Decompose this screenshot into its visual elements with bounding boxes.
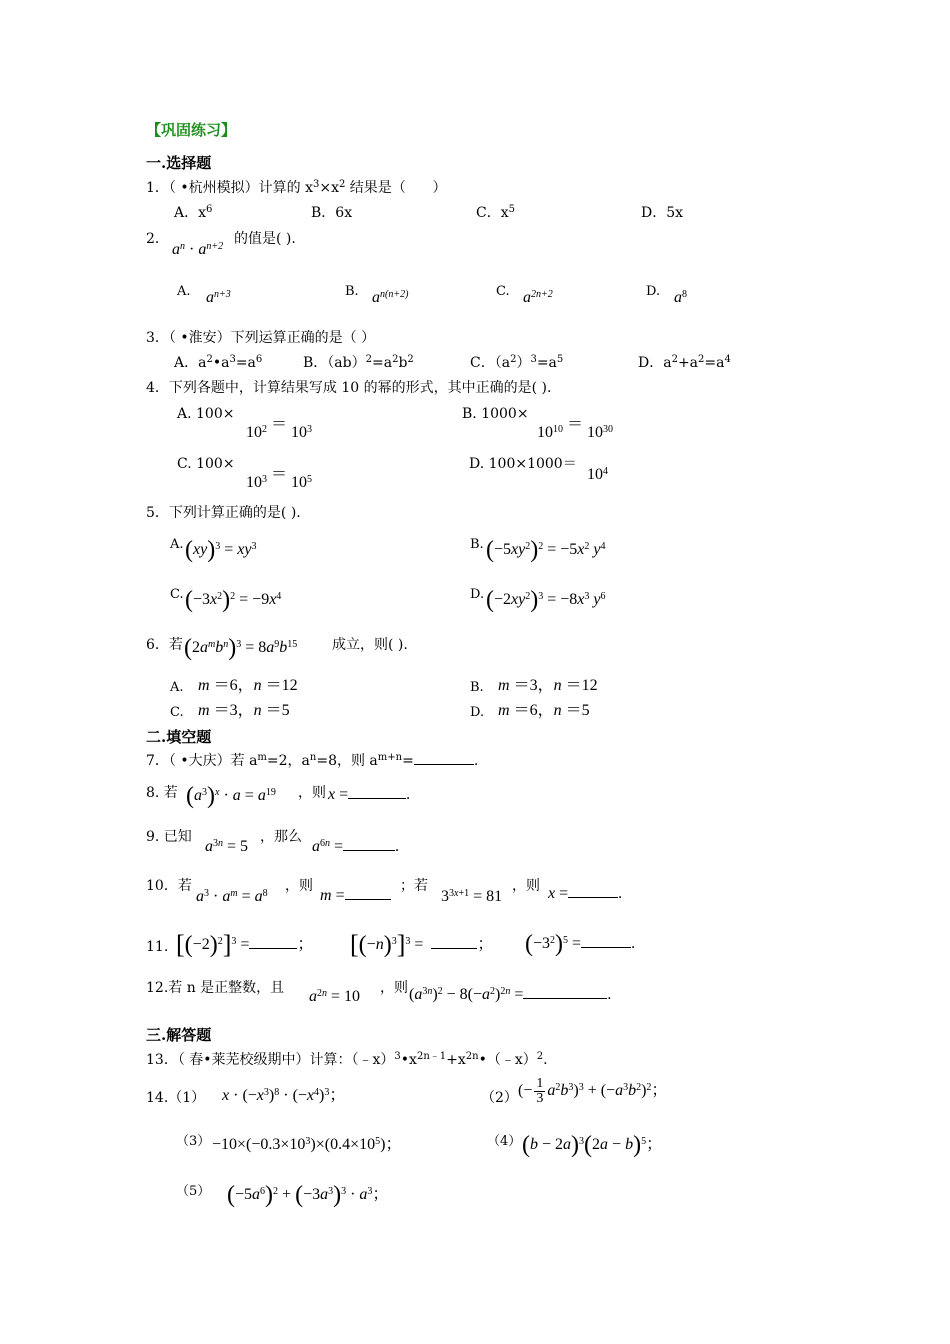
q12-pre: 12.若 n 是正整数，且 xyxy=(146,980,285,996)
q6-option-a-label: A. xyxy=(170,680,184,695)
q5-option-d: $(-2xy^2)^3 = -8x^3$ $y^6$ xyxy=(486,587,606,613)
q2-option-d-label: D. xyxy=(646,284,661,299)
q10-mid3: ，则 xyxy=(512,878,540,894)
q5-option-a-label: A. xyxy=(170,537,184,552)
q8-mid: ，则 xyxy=(298,785,326,801)
q11-expression-2: $[(-n)^3]^3$ = ； xyxy=(350,930,494,959)
q1-stem: 1．（ •杭州模拟）计算的 $x^3\times x^2$ 结果是（ ） xyxy=(146,179,447,196)
q4-option-b: $10^{10} = 10^{30}$ xyxy=(537,416,614,441)
q14-part3-label: （3） xyxy=(176,1134,211,1149)
q5-option-c: $(-3x^2)^2 = -9x^4$ xyxy=(185,587,282,613)
q10-answer-m: m = xyxy=(320,887,391,905)
q6-option-b: m ＝3，n ＝12 xyxy=(498,677,598,694)
q2-option-a: $a^{n+3}$ xyxy=(206,289,231,306)
q1-option-c: C．$x^5$ xyxy=(476,204,515,221)
q14-part5: $(-5a^6)^2 + (-3a^3)^3 \cdot a^3$； xyxy=(227,1182,389,1208)
q10-mid1: ，则 xyxy=(285,878,313,894)
q4-option-b-label: B. 1000× xyxy=(462,406,529,422)
q3-option-b: B．$(ab)^2=a^2b^2$ xyxy=(303,354,414,371)
q14-part1: $x \cdot (-x^3)^8 \cdot (-x^4)^3$； xyxy=(222,1087,346,1104)
q14-part3: $-10\times(-0.3\times 10^3)\times(0.4\times 10^5)$； xyxy=(212,1136,402,1153)
q11-expression-3: $(-3^2)^5$ = . xyxy=(525,931,636,957)
q4-option-d: $10^4$ xyxy=(587,466,608,483)
q10-expression-1: $a^3 \cdot a^m = a^8$ xyxy=(196,888,268,905)
q7: 7．（ •大庆）若 $a^m=2$，$a^n=8$，则 $a^{m+n}=$ . xyxy=(146,752,479,769)
q2-option-d: $a^8$ xyxy=(674,289,687,306)
q12-mid: ，则 xyxy=(380,980,408,996)
heading-fill-in: 二.填空题 xyxy=(146,728,212,746)
section-title: 【巩固练习】 xyxy=(146,121,237,139)
q6-expression: $(2a^mb^n)^3 = 8a^9b^{15}$ xyxy=(184,635,298,661)
q3-stem: 3．（ •淮安）下列运算正确的是（ ） xyxy=(146,330,376,346)
q1-option-b: B．6x xyxy=(311,205,353,221)
q1-option-d: D．5x xyxy=(641,205,684,221)
q3-option-c: C．$(a^2)^3=a^5$ xyxy=(470,354,564,371)
q4-option-d-label: D. 100×1000＝ xyxy=(469,456,577,472)
q4-option-a-label: A. 100× xyxy=(177,406,235,422)
q2-option-b-label: B. xyxy=(345,284,359,299)
q5-option-c-label: C. xyxy=(170,587,184,602)
q12-given: $a^{2n} = 10$ xyxy=(309,988,361,1005)
q11-expression-1: $[(-2)^2]^3$ = ； xyxy=(176,930,314,959)
q11-number: 11. xyxy=(146,939,169,955)
q9-answer: $a^{6n}$ = . xyxy=(312,838,400,855)
q13: 13．（ 春•莱芜校级期中）计算：$(﹣x)^3•x^{2n﹣1}+x^{2n}•(﹣x)^2$. xyxy=(146,1051,548,1068)
q14-part1-label: 14.（1） xyxy=(146,1090,206,1106)
q4-option-c: $10^3 = 10^5$ xyxy=(246,466,313,491)
q10-expression-2: $3^{3x+1} = 81$ xyxy=(441,888,503,905)
q6-option-c-label: C. xyxy=(170,705,184,720)
q8-answer: x = . xyxy=(328,786,411,803)
q3-option-d: D．$a^2+a^2=a^4$ xyxy=(638,354,731,371)
heading-solve: 三.解答题 xyxy=(146,1026,212,1044)
q6-option-c: m ＝3，n ＝5 xyxy=(198,702,290,719)
q5-stem: 5．下列计算正确的是( ). xyxy=(146,505,301,521)
q4-stem: 4．下列各题中，计算结果写成 10 的幂的形式，其中正确的是( ). xyxy=(146,380,552,396)
q12-expression: $(a^{3n})^2 - 8(-a^2)^{2n}$ = . xyxy=(409,986,612,1003)
q9-mid: ，那么 xyxy=(260,829,302,845)
q1-option-a: A．$x^6$ xyxy=(174,204,213,221)
q3-option-a: A．$a^2•a^3=a^6$ xyxy=(174,354,263,371)
q8-pre: 8. 若 xyxy=(146,785,178,801)
q2-option-b: $a^{n(n+2)}$ xyxy=(372,289,409,306)
q14-part4-label: （4） xyxy=(487,1134,522,1149)
q2-stem: 的值是( ). xyxy=(234,231,296,247)
q6-pre: 6．若 xyxy=(146,637,183,653)
q2-option-c: $a^{2n+2}$ xyxy=(523,289,553,306)
q14-part4: $(b - 2a)^3(2a - b)^5$； xyxy=(522,1132,663,1158)
q14-part5-label: （5） xyxy=(176,1184,211,1199)
q6-option-d: m ＝6，n ＝5 xyxy=(498,702,590,719)
q2-number: 2． xyxy=(146,231,169,247)
q4-option-a: $10^2 = 10^3$ xyxy=(246,416,313,441)
q2-option-c-label: C. xyxy=(496,284,510,299)
q9-pre: 9. 已知 xyxy=(146,829,192,845)
q5-option-b: $(-5xy^2)^2 = -5x^2$ $y^4$ xyxy=(486,537,606,563)
q10-answer-x: x = . xyxy=(548,885,623,902)
q8-expression: $(a^3)^x \cdot a = a^{19}$ xyxy=(186,783,276,809)
q6-post: 成立，则( ). xyxy=(332,637,408,653)
q5-option-a: $(xy)^3 = xy^3$ xyxy=(185,537,257,563)
q9-given: $a^{3n} = 5$ xyxy=(205,838,249,855)
q6-option-a: m ＝6，n ＝12 xyxy=(198,677,298,694)
heading-choice: 一.选择题 xyxy=(146,154,212,172)
q10-mid2: ；若 xyxy=(400,878,428,894)
q5-option-d-label: D. xyxy=(470,587,485,602)
q2-option-a-label: A. xyxy=(177,284,191,299)
q10-pre: 10．若 xyxy=(146,878,192,894)
q2-expression: $a^n \cdot a^{n+2}$ xyxy=(172,241,224,258)
q6-option-d-label: D. xyxy=(470,705,485,720)
q14-part2: (− $\frac{1}{3}$ $a^2b^3)^3 + (-a^3b^2)^2$； xyxy=(518,1076,668,1106)
q5-option-b-label: B. xyxy=(470,537,484,552)
q6-option-b-label: B. xyxy=(470,680,484,695)
q14-part2-label: （2） xyxy=(481,1090,518,1106)
q4-option-c-label: C. 100× xyxy=(177,456,235,472)
